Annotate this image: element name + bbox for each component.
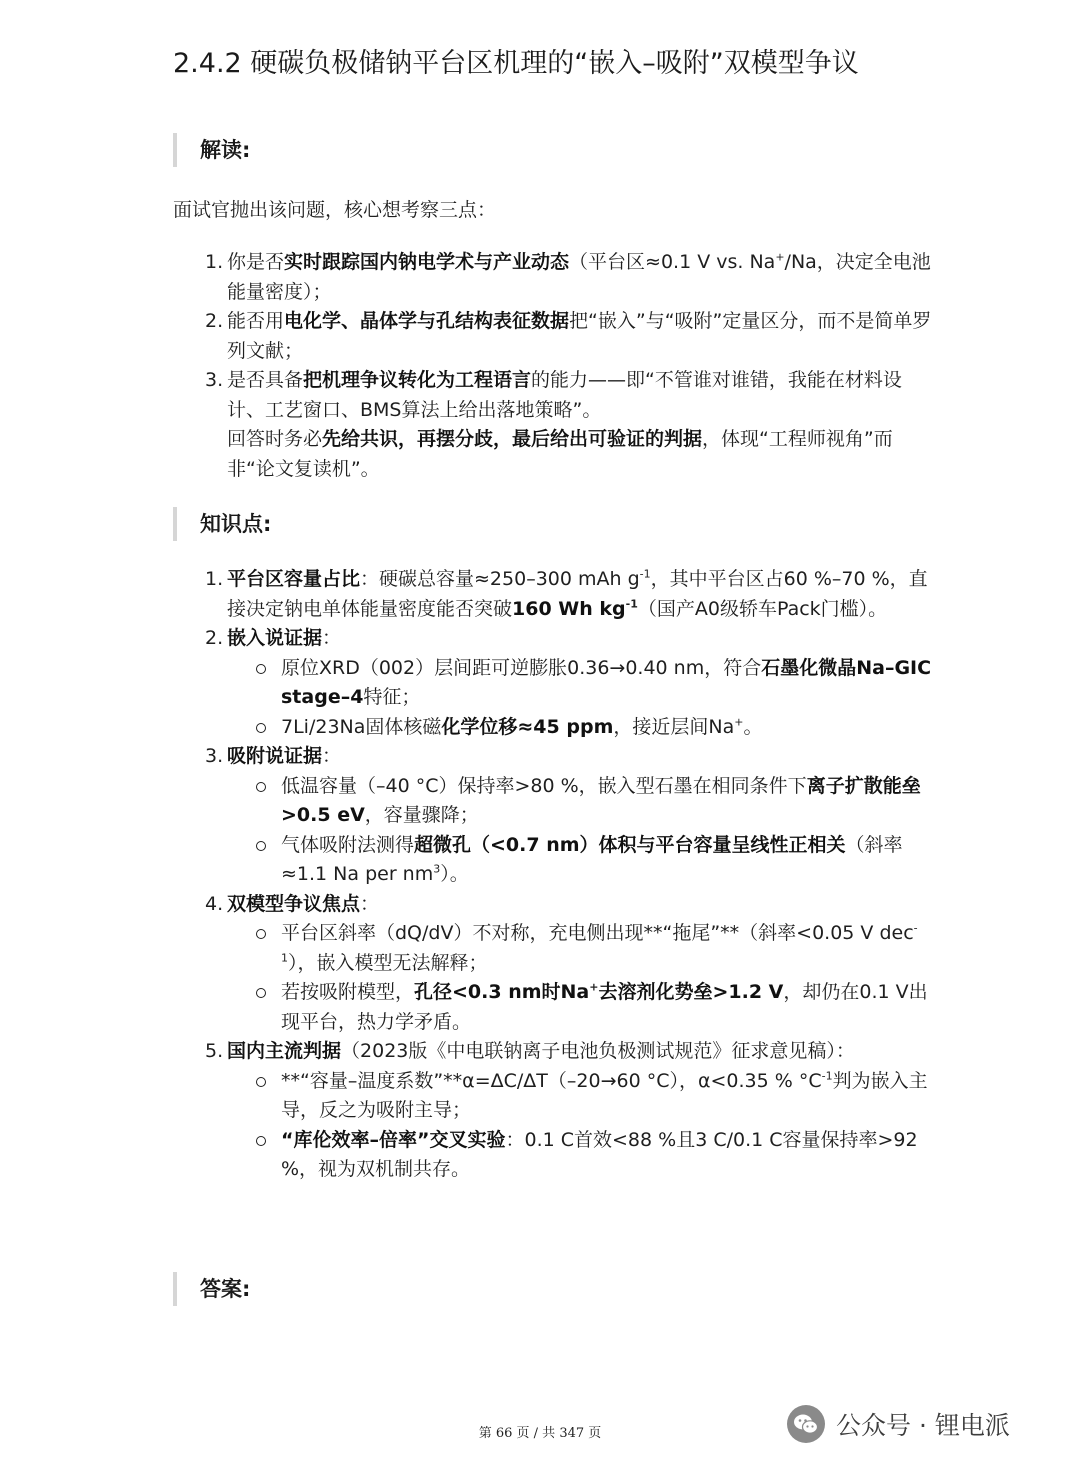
section-heading-interpretation: 解读:: [173, 133, 250, 167]
list-item: 3. 吸附说证据：: [173, 742, 933, 772]
sub-list-item: “库伦效率–倍率”交叉实验：0.1 C首效<88 %且3 C/0.1 C容量保持率>92 %，视为双机制共存。: [173, 1126, 933, 1185]
list-item: 2. 嵌入说证据：: [173, 624, 933, 654]
sub-list-item: 原位XRD（002）层间距可逆膨胀0.36→0.40 nm，符合石墨化微晶Na–GIC stage–4特征；: [173, 654, 933, 713]
sub-list-item: 若按吸附模型，孔径<0.3 nm时Na+去溶剂化势垒>1.2 V，却仍在0.1 V出现平台，热力学矛盾。: [173, 978, 933, 1037]
list-number: 2.: [205, 627, 224, 649]
sub-list-item: 平台区斜率（dQ/dV）不对称，充电侧出现**“拖尾”**（斜率<0.05 V dec$^{-1}$），嵌入模型无法解释；: [173, 919, 933, 978]
list-item: 1. 平台区容量占比：硬碳总容量≈250–300 mAh $g^{-1}$，其中平台区占60 %–70 %，直接决定钠电单体能量密度能否突破160 Wh $kg^{-1}$（国产A0级轿车Pack门槛）。: [173, 565, 933, 624]
list-item: 4. 双模型争议焦点：: [173, 890, 933, 920]
bullet-circle-icon: [256, 1136, 266, 1146]
intro-paragraph: 面试官抛出该问题，核心想考察三点：: [173, 199, 497, 221]
page-title: 2.4.2 硬碳负极储钠平台区机理的“嵌入–吸附”双模型争议: [173, 48, 859, 79]
section-heading-answer: 答案:: [173, 1272, 250, 1306]
list-number: 4.: [205, 892, 224, 915]
knowledge-list: [173, 565, 933, 1185]
bullet-circle-icon: [256, 841, 266, 851]
list-item: 1. 你是否实时跟踪国内钠电学术与产业动态（平台区≈0.1 V vs. Na+/Na，决定全电池能量密度）；: [173, 248, 933, 307]
list-number: 1.: [205, 251, 224, 273]
bullet-circle-icon: [256, 782, 266, 792]
list-item: 3. 是否具备把机理争议转化为工程语言的能力——即“不管谁对谁错，我能在材料设计、工艺窗口、BMS算法上给出落地策略”。: [173, 366, 933, 425]
bullet-circle-icon: [256, 723, 266, 733]
list-number: 2.: [205, 310, 224, 332]
interpretation-list: [173, 248, 933, 484]
sub-list-item: **“容量–温度系数”**α=ΔC/ΔT（–20→60 °C），α<0.35 % $^\circ C^{-1}$判为嵌入主导，反之为吸附主导；: [173, 1067, 933, 1126]
watermark-text: 公众号 · 锂电派: [836, 1411, 1010, 1440]
list-number: 3.: [205, 369, 224, 391]
bullet-circle-icon: [256, 929, 266, 939]
sub-list-item: 7Li/23Na固体核磁化学位移≈45 ppm，接近层间Na+。: [173, 713, 933, 743]
list-number: 3.: [205, 745, 224, 767]
sub-list-item: 气体吸附法测得超微孔（<0.7 nm）体积与平台容量呈线性正相关（斜率≈1.1 Na per $nm^3$）。: [173, 831, 933, 890]
list-item: 2. 能否用电化学、晶体学与孔结构表征数据把“嵌入”与“吸附”定量区分，而不是简单罗列文献；: [173, 307, 933, 366]
page-number: 第 66 页 / 共 347 页: [478, 1426, 602, 1441]
bullet-circle-icon: [256, 1077, 266, 1087]
answer-tip: 回答时务必先给共识，再摆分歧，最后给出可验证的判据，体现“工程师视角”而非“论文复读机”。: [227, 428, 893, 480]
watermark: [786, 1402, 1010, 1446]
wechat-icon: [786, 1404, 826, 1444]
section-heading-knowledge: 知识点:: [173, 507, 271, 541]
list-item: 5. 国内主流判据（2023版《中电联钠离子电池负极测试规范》征求意见稿）：: [173, 1037, 933, 1067]
sub-list-item: 低温容量（–40 °C）保持率>80 %，嵌入型石墨在相同条件下离子扩散能垒>0.5 eV，容量骤降；: [173, 772, 933, 831]
list-number: 1.: [205, 568, 224, 590]
bullet-circle-icon: [256, 664, 266, 674]
list-number: 5.: [205, 1040, 224, 1062]
bullet-circle-icon: [256, 988, 266, 998]
